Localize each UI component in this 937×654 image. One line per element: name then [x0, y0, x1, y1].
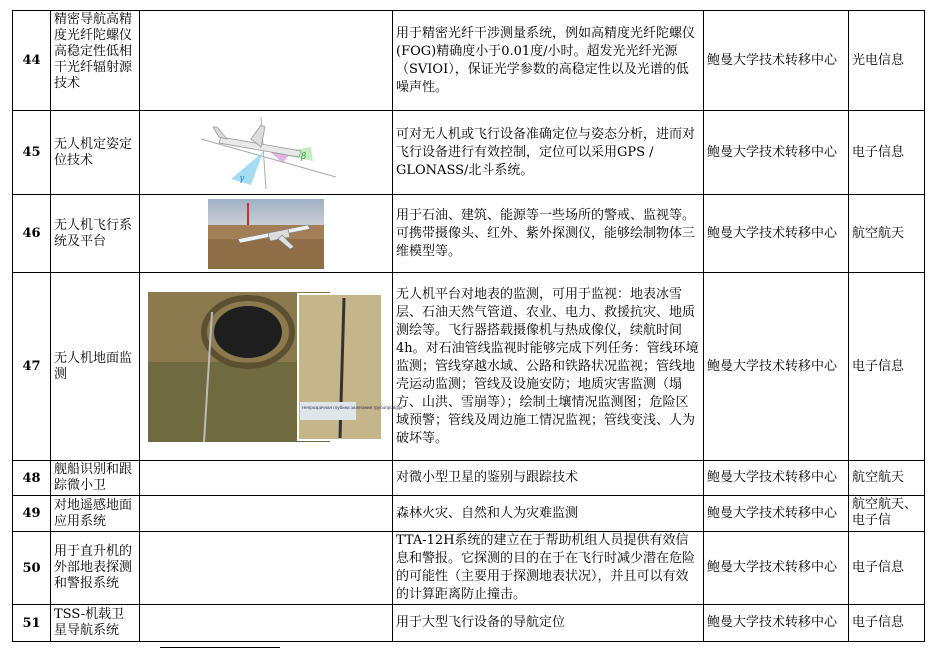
- tech-description: 用于精密光纤干涉测量系统，例如高精度光纤陀螺仪(FOG)精确度小于0.01度/小时。超发光光纤光源（SVIOI），保证光学参数的高稳定性以及光谱的低噪声性。: [393, 11, 704, 111]
- tech-name: 对地遥感地面应用系统: [51, 496, 140, 532]
- category: 电子信息: [849, 605, 925, 642]
- category: 光电信息: [849, 11, 925, 111]
- image-cell-empty: [140, 11, 393, 111]
- row-number: 46: [13, 195, 51, 273]
- row-number: 47: [13, 273, 51, 461]
- table-row: [13, 11, 925, 111]
- drone-platform-image: [140, 195, 393, 273]
- tech-description: 可对无人机或飞行设备准确定位与姿态分析，进而对飞行设备进行有效控制，定位可以采用GPS / GLONASS/北斗系统。: [393, 111, 704, 195]
- tech-description: 用于大型飞行设备的导航定位: [393, 605, 704, 642]
- tech-description: TTA-12H系统的建立在于帮助机组人员提供有效信息和警报。它探测的目的在于在飞行时减少潜在危险的可能性（主要用于探测地表状况），并且可以有效的计算距离防止撞击。: [393, 532, 704, 605]
- svg-text:γ: γ: [239, 173, 245, 184]
- category: 航空航天: [849, 195, 925, 273]
- category: 电子信息: [849, 532, 925, 605]
- row-number: 45: [13, 111, 51, 195]
- image-cell-empty: [140, 461, 393, 496]
- organization: 鲍曼大学技术转移中心: [704, 111, 849, 195]
- row-number: 50: [13, 532, 51, 605]
- row-number: 51: [13, 605, 51, 642]
- footnote-divider: [160, 647, 280, 648]
- image-cell-empty: [140, 532, 393, 605]
- tech-name: 无人机定姿定位技术: [51, 111, 140, 195]
- tech-name: 精密导航高精度光纤陀螺仪高稳定性低相干光纤辐射源技术: [51, 11, 140, 111]
- table-row: [13, 461, 925, 496]
- row-number: 44: [13, 11, 51, 111]
- tech-name: 无人机飞行系统及平台: [51, 195, 140, 273]
- table-row: [13, 111, 925, 195]
- table-row: [13, 195, 925, 273]
- row-number: 49: [13, 496, 51, 532]
- row-number: 48: [13, 461, 51, 496]
- category: 航空航天、电子信: [849, 496, 925, 532]
- image-caption: Непрозрачная глубина залегания трубопровода: [302, 404, 403, 410]
- organization: 鲍曼大学技术转移中心: [704, 461, 849, 496]
- tech-description: 用于石油、建筑、能源等一些场所的警戒、监视等。可携带摄像头、红外、紫外探测仪，能够绘制物体三维模型等。: [393, 195, 704, 273]
- organization: 鲍曼大学技术转移中心: [704, 605, 849, 642]
- tech-description: 森林火灾、自然和人为灾难监测: [393, 496, 704, 532]
- tech-table: [12, 10, 925, 642]
- tech-name: 用于直升机的外部地表探测和警报系统: [51, 532, 140, 605]
- ground-monitoring-image: [140, 273, 403, 461]
- table-row: [13, 605, 925, 642]
- table-row: [13, 496, 925, 532]
- tech-name: 无人机地面监测: [51, 273, 140, 461]
- category: 航空航天: [849, 461, 925, 496]
- table-row: [13, 532, 925, 605]
- aerial-photo-icon: [148, 292, 403, 442]
- category: 电子信息: [849, 273, 925, 461]
- tech-name: 舰船识别和跟踪微小卫: [51, 461, 140, 496]
- tech-name: TSS-机载卫星导航系统: [51, 605, 140, 642]
- organization: 鲍曼大学技术转移中心: [704, 11, 849, 111]
- organization: 鲍曼大学技术转移中心: [704, 532, 849, 605]
- drone-attitude-image: [140, 111, 393, 195]
- image-cell-empty: [140, 605, 393, 642]
- category: 电子信息: [849, 111, 925, 195]
- svg-text:β: β: [301, 151, 307, 162]
- organization: 鲍曼大学技术转移中心: [704, 273, 849, 461]
- image-cell-empty: [140, 496, 393, 532]
- tech-description: 对微小型卫星的鉴别与跟踪技术: [393, 461, 704, 496]
- drone-attitude-diagram-icon: [191, 117, 341, 189]
- organization: 鲍曼大学技术转移中心: [704, 496, 849, 532]
- organization: 鲍曼大学技术转移中心: [704, 195, 849, 273]
- tech-description: 无人机平台对地表的监测，可用于监视：地表冰雪层、石油天然气管道、农业、电力、救援抗灾、地质测绘等。飞行器搭载摄像机与热成像仪，续航时间4h。对石油管线监视时能够完成下列任务：管线环境监测；管线穿越水域、公路和铁路状况监视；管线地壳运动监测；管线及设施安防；地质灾害监测（塌方、山洪、雪崩等）；绘制土壤情况监测图；危险区域预警；管线及周边施工情况监视；管线变浅、人为破坏等。: [393, 273, 704, 461]
- drone-photo-icon: [208, 199, 324, 269]
- table-row: [13, 273, 925, 461]
